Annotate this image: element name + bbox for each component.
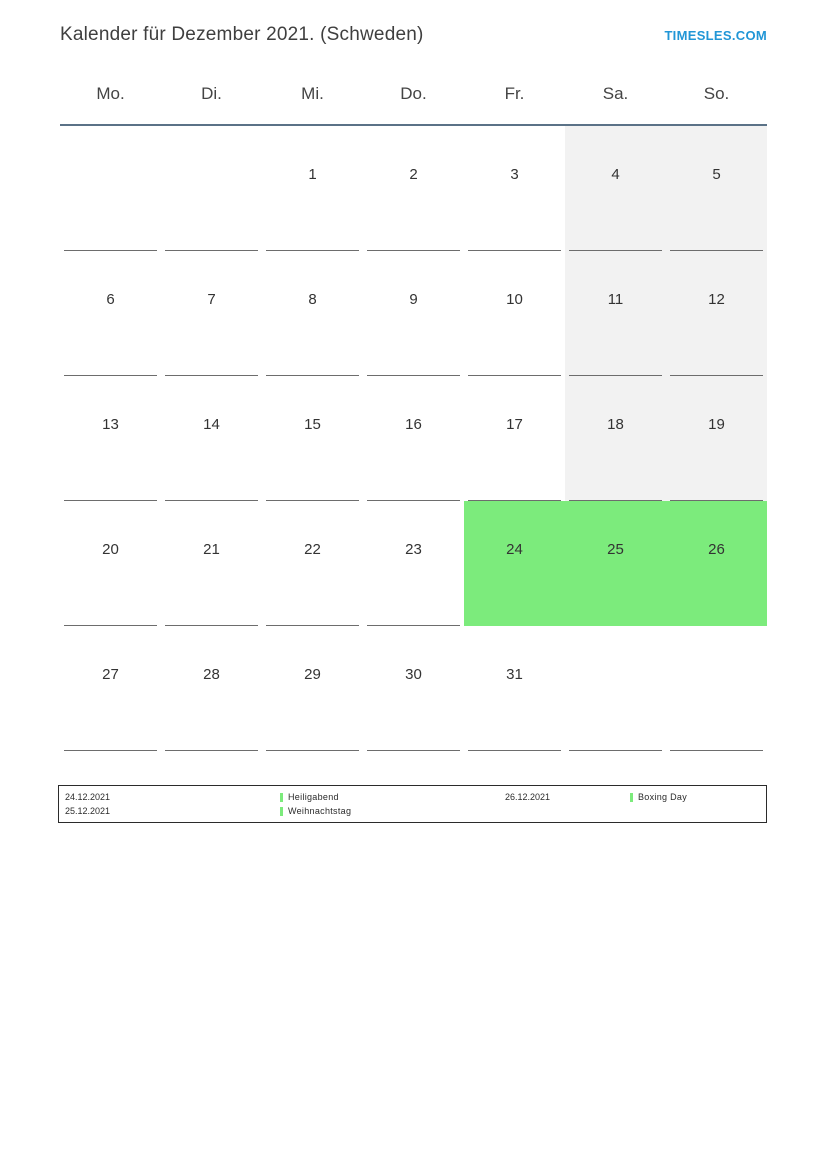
day-rule [64, 750, 157, 751]
legend-entry [280, 791, 505, 803]
day-number: 3 [510, 166, 519, 183]
day-cell[interactable] [565, 376, 666, 501]
legend-entry [280, 805, 505, 817]
day-cell[interactable] [666, 376, 767, 501]
legend-date: 24.12.2021 [65, 792, 111, 802]
page-title: Kalender für Dezember 2021. (Schweden) [60, 24, 424, 45]
day-number: 19 [708, 416, 725, 433]
legend-names-left [280, 791, 505, 817]
day-number: 1 [308, 166, 317, 183]
day-number: 16 [405, 416, 422, 433]
day-number: 13 [102, 416, 119, 433]
day-number: 18 [607, 416, 624, 433]
day-number: 26 [708, 541, 725, 558]
day-cell[interactable] [161, 251, 262, 376]
day-cell[interactable] [464, 251, 565, 376]
day-number: 5 [712, 166, 721, 183]
legend-entry [630, 791, 760, 803]
day-cell[interactable] [363, 501, 464, 626]
day-rule [165, 750, 258, 751]
weekday-header-do: Do. [400, 84, 427, 103]
weekday-header-mi: Mi. [301, 84, 324, 103]
calendar-body [60, 125, 767, 751]
day-cell[interactable] [60, 376, 161, 501]
day-number: 21 [203, 541, 220, 558]
day-number: 6 [106, 291, 115, 308]
day-number: 17 [506, 416, 523, 433]
day-cell[interactable] [161, 125, 262, 251]
legend-grid [65, 791, 760, 817]
day-number: 12 [708, 291, 725, 308]
day-cell[interactable] [60, 251, 161, 376]
day-cell[interactable] [262, 251, 363, 376]
day-cell[interactable] [363, 626, 464, 751]
legend-dates-right [505, 791, 630, 817]
day-cell-holiday[interactable] [565, 501, 666, 626]
legend-holiday-name: Boxing Day [638, 792, 688, 802]
legend-date: 26.12.2021 [505, 792, 551, 802]
day-cell[interactable] [363, 251, 464, 376]
calendar-week-row [60, 251, 767, 376]
day-number: 11 [607, 291, 624, 308]
day-cell[interactable] [262, 376, 363, 501]
day-number: 29 [304, 666, 321, 683]
weekday-header-fr: Fr. [504, 84, 525, 103]
day-number: 25 [607, 541, 624, 558]
weekday-header-sa: Sa. [602, 84, 629, 103]
day-rule [670, 750, 763, 751]
day-cell[interactable] [565, 251, 666, 376]
day-number: 7 [207, 291, 216, 308]
weekday-header-row [60, 78, 767, 124]
day-number: 15 [304, 416, 321, 433]
legend-date: 25.12.2021 [65, 806, 111, 816]
day-cell[interactable] [464, 125, 565, 251]
day-cell[interactable] [161, 501, 262, 626]
day-rule [569, 750, 662, 751]
day-number [161, 126, 262, 167]
day-cell[interactable] [60, 626, 161, 751]
day-number: 20 [102, 541, 119, 558]
calendar-week-row [60, 376, 767, 501]
day-cell[interactable] [464, 626, 565, 751]
day-cell[interactable] [363, 125, 464, 251]
legend-dates-left [65, 791, 280, 817]
day-number: 28 [203, 666, 220, 683]
day-cell[interactable] [565, 125, 666, 251]
day-cell-holiday[interactable] [666, 501, 767, 626]
calendar-grid [60, 78, 767, 751]
day-number: 14 [203, 416, 220, 433]
day-number: 4 [611, 166, 620, 183]
day-cell[interactable] [666, 251, 767, 376]
day-number: 10 [506, 291, 523, 308]
weekday-header-di: Di. [201, 84, 222, 103]
calendar-table [60, 78, 767, 751]
day-number: 31 [506, 666, 523, 683]
day-number: 9 [409, 291, 418, 308]
day-number: 27 [102, 666, 119, 683]
brand-logo: TIMESLES.COM [664, 27, 767, 43]
holiday-color-swatch-icon [280, 807, 283, 816]
holiday-color-swatch-icon [630, 793, 633, 802]
day-cell[interactable] [161, 376, 262, 501]
day-number: 8 [308, 291, 317, 308]
day-cell[interactable] [262, 125, 363, 251]
day-cell-holiday[interactable] [464, 501, 565, 626]
day-number: 30 [405, 666, 422, 683]
holiday-color-swatch-icon [280, 793, 283, 802]
day-rule [266, 750, 359, 751]
day-cell[interactable] [464, 376, 565, 501]
day-rule [468, 750, 561, 751]
calendar-week-row [60, 626, 767, 751]
day-cell[interactable] [666, 626, 767, 751]
day-cell[interactable] [60, 501, 161, 626]
day-number: 24 [506, 541, 523, 558]
day-cell[interactable] [666, 125, 767, 251]
legend-holiday-name: Weihnachtstag [288, 806, 352, 816]
weekday-header-mo: Mo. [96, 84, 125, 103]
page-header [60, 20, 767, 50]
day-number: 22 [304, 541, 321, 558]
day-cell[interactable] [565, 626, 666, 751]
day-cell[interactable] [161, 626, 262, 751]
day-cell[interactable] [60, 125, 161, 251]
day-cell[interactable] [262, 626, 363, 751]
legend-names-right [630, 791, 760, 817]
day-number [666, 626, 767, 667]
day-number: 23 [405, 541, 422, 558]
day-rule [367, 750, 460, 751]
weekday-header-so: So. [703, 84, 730, 103]
day-cell[interactable] [262, 501, 363, 626]
holiday-legend [58, 785, 767, 823]
calendar-week-row [60, 125, 767, 251]
legend-holiday-name: Heiligabend [288, 792, 339, 802]
day-cell[interactable] [363, 376, 464, 501]
calendar-week-row [60, 501, 767, 626]
day-number: 2 [409, 166, 418, 183]
calendar-head [60, 78, 767, 125]
day-number [60, 126, 161, 167]
day-number [565, 626, 666, 667]
